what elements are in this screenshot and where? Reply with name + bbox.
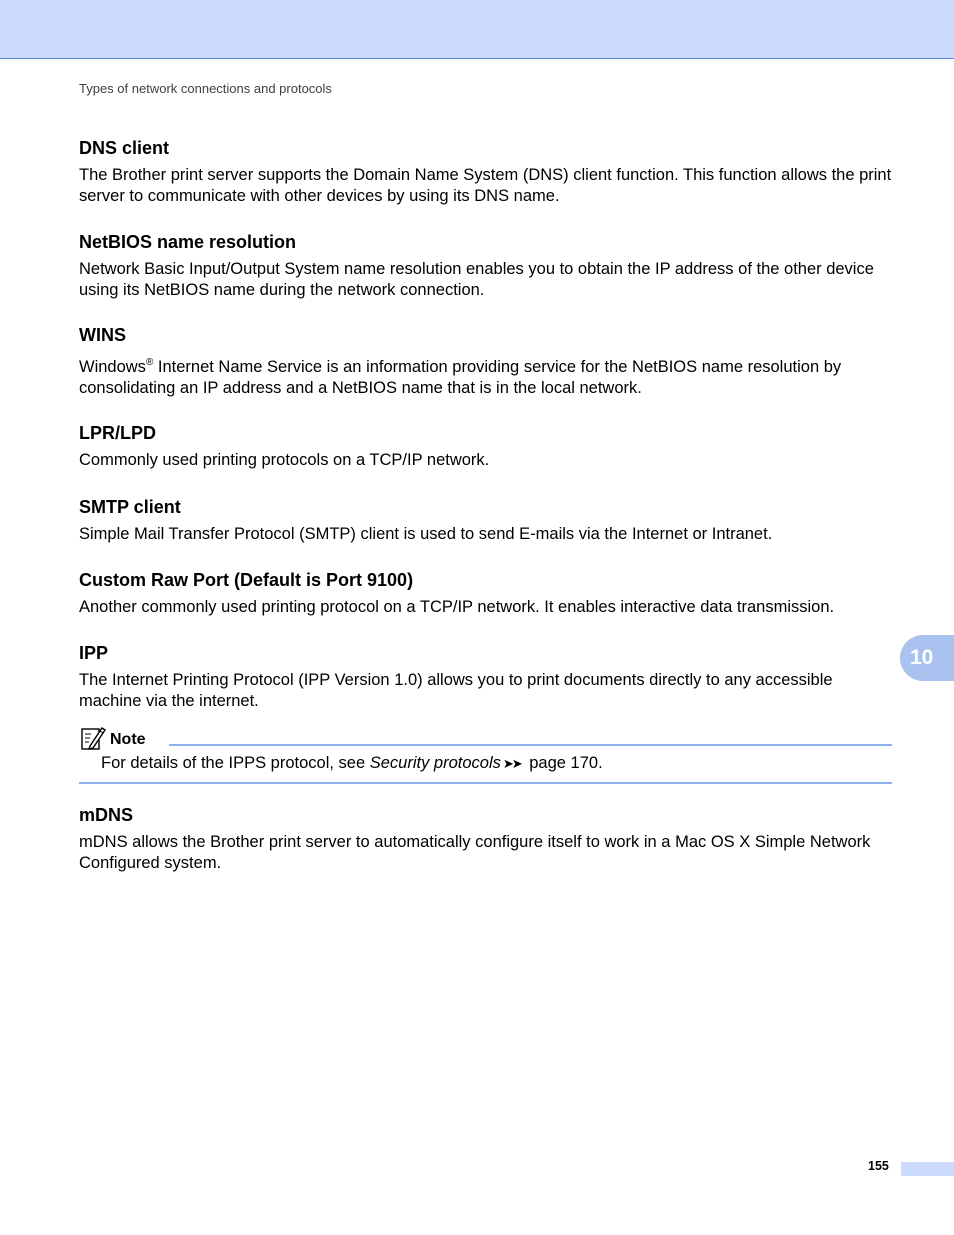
section-heading: SMTP client: [79, 497, 181, 517]
section-body: [79, 357, 892, 398]
note-text-after: page 170.: [524, 754, 603, 772]
section-body: mDNS allows the Brother print server to automatically configure itself to work in a Mac OS X Simple Network Configured system.: [79, 833, 871, 872]
section-dns-client: [79, 137, 892, 206]
section-ipp: [79, 642, 892, 711]
section-custom-raw-port: [79, 569, 892, 618]
section-lpr-lpd: [79, 422, 892, 471]
security-protocols-link[interactable]: Security protocols: [369, 754, 501, 772]
header-band: [0, 0, 954, 59]
section-body: Simple Mail Transfer Protocol (SMTP) client is used to send E-mails via the Internet or Intranet.: [79, 525, 773, 543]
note-text-before: For details of the IPPS protocol, see: [101, 754, 370, 772]
note-bottom-rule: [79, 782, 892, 784]
note-pencil-icon: [79, 724, 107, 752]
page-number: 155: [868, 1159, 889, 1173]
section-body: Network Basic Input/Output System name resolution enables you to obtain the IP address of the other device using its NetBIOS name during the network connection.: [79, 260, 874, 299]
registered-mark: ®: [145, 357, 154, 368]
section-heading: NetBIOS name resolution: [79, 232, 297, 252]
note-top-rule: [169, 744, 892, 746]
running-head: Types of network connections and protocols: [79, 81, 332, 96]
section-netbios: [79, 231, 892, 300]
section-heading: LPR/LPD: [79, 423, 157, 443]
note-box: [79, 724, 892, 786]
double-arrow-icon: ➤➤: [502, 756, 521, 771]
section-heading: WINS: [79, 325, 126, 345]
windows-word: Windows: [79, 358, 146, 376]
section-mdns: [79, 804, 892, 873]
note-label: Note: [110, 731, 146, 748]
page-number-bar: [901, 1162, 954, 1176]
section-body: The Brother print server supports the Domain Name System (DNS) client function. This function allows the print server to communicate with other devices by using its DNS name.: [79, 166, 892, 205]
section-heading: Custom Raw Port (Default is Port 9100): [79, 570, 414, 590]
section-heading: DNS client: [79, 138, 170, 158]
section-smtp-client: [79, 496, 892, 545]
section-heading: IPP: [79, 643, 109, 663]
section-body: The Internet Printing Protocol (IPP Version 1.0) allows you to print documents directly to any accessible machine via the internet.: [79, 671, 833, 710]
note-text: [101, 753, 603, 774]
section-body: Another commonly used printing protocol on a TCP/IP network. It enables interactive data transmission.: [79, 598, 835, 616]
section-wins: [79, 324, 892, 398]
chapter-tab: 10: [900, 635, 954, 681]
wins-body-text: Internet Name Service is an information providing service for the NetBIOS name resolution by consolidating an IP address and a NetBIOS name that is in the local network.: [79, 358, 842, 397]
section-heading: mDNS: [79, 805, 134, 825]
section-body: Commonly used printing protocols on a TCP/IP network.: [79, 451, 490, 469]
